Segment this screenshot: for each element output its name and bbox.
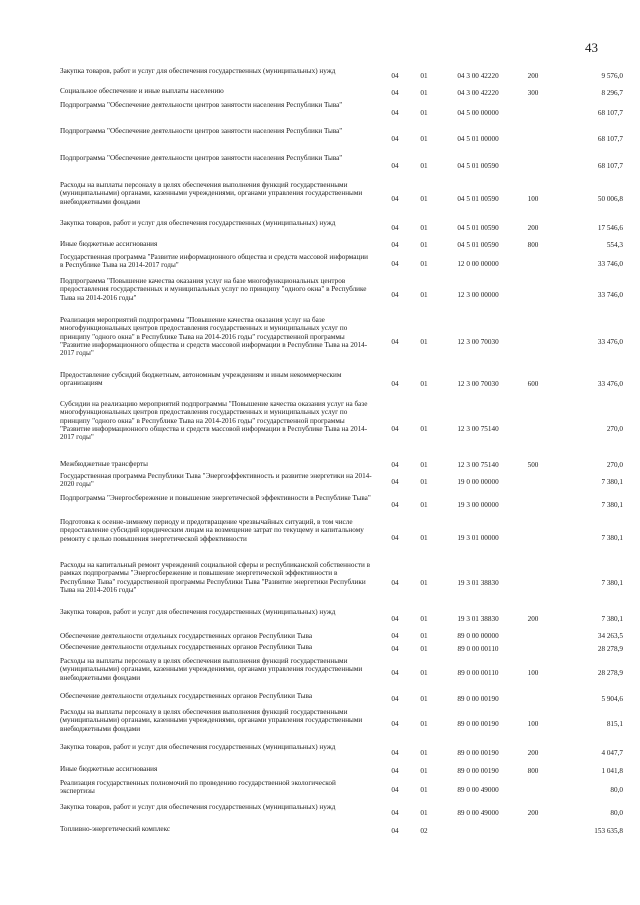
- row-subsection-code: 01: [420, 71, 428, 80]
- row-target-article: 04 3 00 42220: [457, 88, 499, 97]
- row-amount: 33 746,0: [597, 291, 623, 300]
- row-expense-type: [518, 779, 548, 803]
- row-name: Подпрограмма "Обеспечение деятельности центров занятости населения Республики Тыва": [60, 154, 343, 162]
- row-expense-type: 300: [527, 88, 539, 97]
- row-amount: 270,0: [606, 424, 623, 433]
- row-amount: 7 380,1: [601, 534, 623, 543]
- row-target-article: 04 5 01 00590: [457, 162, 499, 171]
- row-expense-type: [518, 561, 548, 608]
- table-row: [60, 692, 623, 708]
- row-name: Расходы на выплаты персоналу в целях обеспечения выполнения функций государственными (муниципальными) органами, казенными учреждениями, органами управления государственными внебюджетными фондами: [60, 657, 363, 682]
- table-row: [60, 518, 623, 561]
- row-target-article: 89 0 00 00190: [457, 720, 499, 729]
- row-subsection-code: 01: [420, 720, 428, 729]
- row-subsection-code: 01: [420, 460, 428, 469]
- row-section-code: 04: [391, 748, 399, 757]
- row-target-article: 12 3 00 70030: [457, 380, 499, 389]
- table-row: [60, 253, 623, 277]
- table-row: [60, 632, 623, 643]
- row-name: Расходы на выплаты персоналу в целях обеспечения выполнения функций государственными (муниципальными) органами, казенными учреждениями, органами управления государственными внебюджетными фондами: [60, 708, 363, 733]
- table-row: [60, 87, 623, 101]
- row-expense-type: [518, 400, 548, 460]
- row-amount: 7 380,1: [601, 614, 623, 623]
- row-section-code: 04: [391, 694, 399, 703]
- row-target-article: 04 3 00 42220: [457, 71, 499, 80]
- row-subsection-code: 02: [420, 826, 428, 835]
- row-section-code: 04: [391, 477, 399, 486]
- row-amount: 4 047,7: [601, 748, 623, 757]
- row-expense-type: 200: [527, 71, 539, 80]
- row-target-article: 89 0 00 49000: [457, 785, 499, 794]
- row-amount: 68 107,7: [597, 135, 623, 144]
- row-subsection-code: 01: [420, 194, 428, 203]
- row-subsection-code: 01: [420, 579, 428, 588]
- row-amount: 68 107,7: [597, 108, 623, 117]
- row-amount: 8 296,7: [601, 88, 623, 97]
- row-amount: 33 746,0: [597, 259, 623, 268]
- row-expense-type: [518, 127, 548, 154]
- row-name: Реализация государственных полномочий по проведению государственной экологической экспертизы: [60, 779, 336, 796]
- row-section-code: 04: [391, 224, 399, 233]
- row-section-code: 04: [391, 162, 399, 171]
- row-expense-type: [518, 154, 548, 181]
- row-section-code: 04: [391, 460, 399, 469]
- row-expense-type: 100: [527, 720, 539, 729]
- table-row: [60, 765, 623, 779]
- table-row: [60, 154, 623, 181]
- row-expense-type: [518, 643, 548, 657]
- row-target-article: 12 3 00 75140: [457, 424, 499, 433]
- row-section-code: 04: [391, 500, 399, 509]
- row-amount: 7 380,1: [601, 579, 623, 588]
- row-section-code: 04: [391, 614, 399, 623]
- row-expense-type: [518, 316, 548, 371]
- row-amount: 80,0: [610, 808, 623, 817]
- row-name: Иные бюджетные ассигнования: [60, 765, 158, 773]
- row-expense-type: [518, 472, 548, 494]
- row-amount: 33 476,0: [597, 380, 623, 389]
- row-subsection-code: 01: [420, 259, 428, 268]
- row-name: Государственная программа Республики Тыва "Энергоэффективность и развитие энергетики на 2014-2020 годы": [60, 472, 372, 489]
- row-section-code: 04: [391, 108, 399, 117]
- row-expense-type: 100: [527, 669, 539, 678]
- row-target-article: 04 5 01 00590: [457, 241, 499, 250]
- row-amount: 33 476,0: [597, 338, 623, 347]
- row-target-article: 19 3 00 00000: [457, 500, 499, 509]
- row-name: Закупка товаров, работ и услуг для обеспечения государственных (муниципальных) нужд: [60, 743, 336, 751]
- table-row: [60, 561, 623, 608]
- row-amount: 7 380,1: [601, 500, 623, 509]
- row-name: Иные бюджетные ассигнования: [60, 240, 158, 248]
- row-target-article: 12 3 00 70030: [457, 338, 499, 347]
- row-subsection-code: 01: [420, 766, 428, 775]
- row-target-article: 19 0 00 00000: [457, 477, 499, 486]
- table-row: [60, 277, 623, 316]
- row-name: Обеспечение деятельности отдельных государственных органов Республики Тыва: [60, 632, 313, 640]
- row-name: Субсидии на реализацию мероприятий подпрограммы "Повышение качества оказания услуг на базе многофункциональных центров предоставления государственных и муниципальных услуг по принципу "одного окна" в Республике Тыва на 2014-2016 годы" государственной программы "Развитие информационного общества и средств массовой информации в Республике Тыва на 2014-2017 годы": [60, 400, 368, 442]
- row-name: Подпрограмма "Повышение качества оказания услуг на базе многофункциональных центров предоставления государственных и муниципальных услуг по принципу "одного окна" в Республике Тыва на 2014-2016 годы": [60, 277, 367, 302]
- budget-table: [60, 67, 623, 839]
- row-subsection-code: 01: [420, 380, 428, 389]
- row-name: Подпрограмма "Обеспечение деятельности центров занятости населения Республики Тыва": [60, 101, 343, 109]
- row-amount: 153 635,8: [594, 826, 623, 835]
- row-amount: 5 904,6: [601, 694, 623, 703]
- table-row: [60, 371, 623, 400]
- row-name: Закупка товаров, работ и услуг для обеспечения государственных (муниципальных) нужд: [60, 67, 336, 75]
- table-row: [60, 825, 623, 839]
- row-amount: 68 107,7: [597, 162, 623, 171]
- row-subsection-code: 01: [420, 748, 428, 757]
- table-row: [60, 708, 623, 743]
- row-section-code: 04: [391, 259, 399, 268]
- table-row: [60, 608, 623, 632]
- row-target-article: 89 0 00 00190: [457, 694, 499, 703]
- row-section-code: 04: [391, 424, 399, 433]
- row-section-code: 04: [391, 88, 399, 97]
- row-subsection-code: 01: [420, 632, 428, 641]
- row-name: Закупка товаров, работ и услуг для обеспечения государственных (муниципальных) нужд: [60, 219, 336, 227]
- row-section-code: 04: [391, 826, 399, 835]
- table-row: [60, 316, 623, 371]
- page-number: 43: [585, 40, 598, 55]
- row-subsection-code: 01: [420, 338, 428, 347]
- row-expense-type: 800: [527, 766, 539, 775]
- row-section-code: 04: [391, 194, 399, 203]
- row-name: Межбюджетные трансферты: [60, 460, 148, 468]
- row-section-code: 04: [391, 534, 399, 543]
- row-expense-type: [518, 253, 548, 277]
- table-row: [60, 743, 623, 765]
- row-amount: 17 546,6: [597, 224, 623, 233]
- row-target-article: 12 0 00 00000: [457, 259, 499, 268]
- row-expense-type: 200: [527, 748, 539, 757]
- row-expense-type: 200: [527, 614, 539, 623]
- row-target-article: 89 0 00 00110: [457, 669, 499, 678]
- row-target-article: 04 5 01 00590: [457, 194, 499, 203]
- row-subsection-code: 01: [420, 135, 428, 144]
- row-amount: 554,3: [606, 241, 623, 250]
- row-target-article: [438, 825, 518, 839]
- row-target-article: 12 3 00 75140: [457, 460, 499, 469]
- row-section-code: 04: [391, 808, 399, 817]
- row-name: Государственная программа "Развитие информационного общества и средств массовой информации в Республике Тыва на 2014-2017 годы": [60, 253, 369, 270]
- row-section-code: 04: [391, 632, 399, 641]
- row-expense-type: [518, 518, 548, 561]
- row-amount: 7 380,1: [601, 477, 623, 486]
- row-expense-type: 100: [527, 194, 539, 203]
- row-name: Подготовка к осенне-зимнему периоду и предотвращение чрезвычайных ситуаций, в том числе предоставление субсидий юридическим лицам на возмещение затрат по текущему и капитальному ремонту с целью повышения энергетической эффективности: [60, 518, 364, 543]
- row-target-article: 19 3 01 38830: [457, 579, 499, 588]
- row-expense-type: [518, 494, 548, 518]
- row-name: Закупка товаров, работ и услуг для обеспечения государственных (муниципальных) нужд: [60, 608, 336, 616]
- row-target-article: 04 5 01 00000: [457, 135, 499, 144]
- row-expense-type: 800: [527, 241, 539, 250]
- row-expense-type: [518, 101, 548, 127]
- row-subsection-code: 01: [420, 534, 428, 543]
- row-target-article: 04 5 01 00590: [457, 224, 499, 233]
- row-name: Расходы на выплаты персоналу в целях обеспечения выполнения функций государственными (муниципальными) органами, казенными учреждениями, органами управления государственными внебюджетными фондами: [60, 181, 363, 206]
- row-target-article: 89 0 00 00190: [457, 748, 499, 757]
- row-target-article: 19 3 01 38830: [457, 614, 499, 623]
- row-subsection-code: 01: [420, 224, 428, 233]
- row-name: Закупка товаров, работ и услуг для обеспечения государственных (муниципальных) нужд: [60, 803, 336, 811]
- row-section-code: 04: [391, 766, 399, 775]
- row-target-article: 12 3 00 00000: [457, 291, 499, 300]
- row-subsection-code: 01: [420, 614, 428, 623]
- row-section-code: 04: [391, 71, 399, 80]
- row-amount: 28 278,9: [597, 669, 623, 678]
- row-section-code: 04: [391, 785, 399, 794]
- row-amount: 1 041,8: [601, 766, 623, 775]
- row-amount: 28 278,9: [597, 644, 623, 653]
- row-name: Подпрограмма "Обеспечение деятельности центров занятости населения Республики Тыва": [60, 127, 343, 135]
- row-target-article: 19 3 01 00000: [457, 534, 499, 543]
- table-row: [60, 219, 623, 240]
- row-amount: 270,0: [606, 460, 623, 469]
- row-target-article: 89 0 00 00000: [457, 632, 499, 641]
- row-target-article: 89 0 00 00110: [457, 644, 499, 653]
- row-subsection-code: 01: [420, 669, 428, 678]
- table-row: [60, 643, 623, 657]
- row-section-code: 04: [391, 720, 399, 729]
- row-expense-type: [518, 825, 548, 839]
- table-row: [60, 472, 623, 494]
- table-row: [60, 240, 623, 253]
- row-name: Обеспечение деятельности отдельных государственных органов Республики Тыва: [60, 643, 313, 651]
- row-subsection-code: 01: [420, 108, 428, 117]
- row-amount: 815,1: [606, 720, 623, 729]
- row-subsection-code: 01: [420, 291, 428, 300]
- row-amount: 34 263,5: [597, 632, 623, 641]
- row-expense-type: 500: [527, 460, 539, 469]
- row-name: Обеспечение деятельности отдельных государственных органов Республики Тыва: [60, 692, 313, 700]
- row-subsection-code: 01: [420, 241, 428, 250]
- row-section-code: 04: [391, 291, 399, 300]
- table-row: [60, 779, 623, 803]
- row-subsection-code: 01: [420, 644, 428, 653]
- row-section-code: 04: [391, 579, 399, 588]
- row-section-code: 04: [391, 135, 399, 144]
- table-row: [60, 181, 623, 219]
- row-name: Расходы на капитальный ремонт учреждений социальной сферы и республиканской собственности в рамках подпрограммы "Энергосбережение и повышение энергетической эффективности в Республике Тыва" государственной программы Республики Тыва "Развитие энергетики Республики Тыва на 2014-2016 годы": [60, 561, 370, 594]
- row-section-code: 04: [391, 644, 399, 653]
- table-row: [60, 101, 623, 127]
- table-row: [60, 460, 623, 472]
- row-name: Подпрограмма "Энергосбережение и повышение энергетической эффективности в Республике Тыва": [60, 494, 371, 502]
- row-name: Предоставление субсидий бюджетным, автономным учреждениям и иным некоммерческим организациям: [60, 371, 342, 388]
- budget-rows: [60, 67, 623, 839]
- row-section-code: 04: [391, 669, 399, 678]
- row-section-code: 04: [391, 338, 399, 347]
- row-subsection-code: 01: [420, 162, 428, 171]
- row-subsection-code: 01: [420, 88, 428, 97]
- row-expense-type: 200: [527, 224, 539, 233]
- table-row: [60, 657, 623, 692]
- row-expense-type: [518, 632, 548, 643]
- row-expense-type: [518, 692, 548, 708]
- row-subsection-code: 01: [420, 785, 428, 794]
- row-name: Реализация мероприятий подпрограммы "Повышение качества оказания услуг на базе многофункциональных центров предоставления государственных и муниципальных услуг по принципу "одного окна" в Республике Тыва на 2014-2016 годы" государственной программы "Развитие информационного общества и средств массовой информации в Республике Тыва на 2014-2017 годы": [60, 316, 368, 358]
- table-row: [60, 67, 623, 87]
- row-amount: 50 006,8: [597, 194, 623, 203]
- row-expense-type: [518, 277, 548, 316]
- row-name: Социальное обеспечение и иные выплаты населению: [60, 87, 224, 95]
- row-subsection-code: 01: [420, 477, 428, 486]
- table-row: [60, 127, 623, 154]
- row-amount: 80,0: [610, 785, 623, 794]
- table-row: [60, 400, 623, 460]
- row-subsection-code: 01: [420, 694, 428, 703]
- row-section-code: 04: [391, 380, 399, 389]
- row-name: Топливно-энергетический комплекс: [60, 825, 171, 833]
- row-subsection-code: 01: [420, 500, 428, 509]
- row-target-article: 89 0 00 49000: [457, 808, 499, 817]
- row-expense-type: 600: [527, 380, 539, 389]
- row-subsection-code: 01: [420, 424, 428, 433]
- row-section-code: 04: [391, 241, 399, 250]
- table-row: [60, 494, 623, 518]
- table-row: [60, 803, 623, 825]
- row-target-article: 89 0 00 00190: [457, 766, 499, 775]
- row-expense-type: 200: [527, 808, 539, 817]
- row-subsection-code: 01: [420, 808, 428, 817]
- row-target-article: 04 5 00 00000: [457, 108, 499, 117]
- row-amount: 9 576,0: [601, 71, 623, 80]
